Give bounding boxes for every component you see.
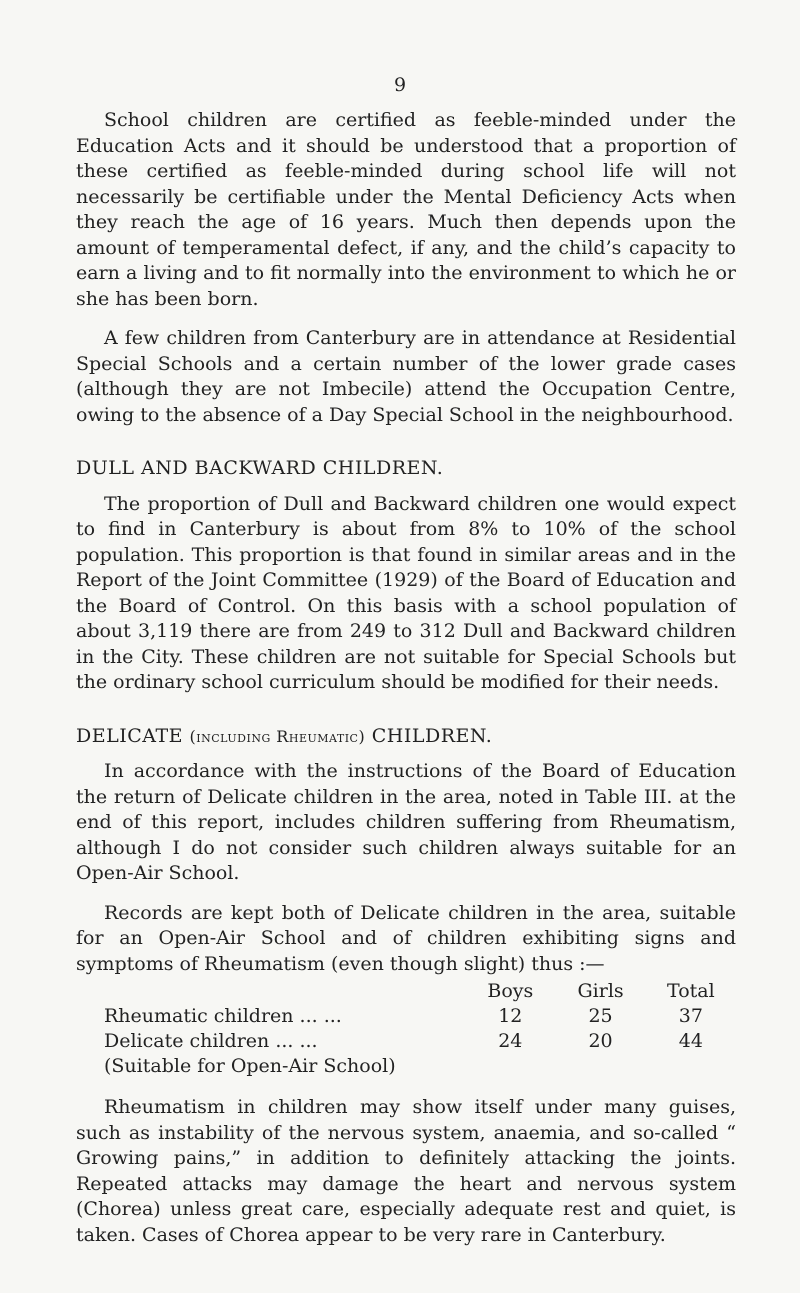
heading-delicate-main: DELICATE [76,724,183,747]
table-row [76,1004,736,1029]
header-boys: Boys [487,980,534,1002]
page-body [76,108,736,1248]
header-girls: Girls [577,980,624,1002]
paragraph-residential-schools: A few children from Canterbury are in attendance at Residential Special Schools and a certain number of the lower grade cases (although they are not Imbecile) attend the Occupation Centre, owing to the absence of a Day Special School in the neighbourhood. [76,327,736,426]
cell-girls: 25 [588,1005,613,1027]
paragraph-feeble-minded: School children are certified as feeble-minded under the Education Acts and it should be understood that a proportion of these certified as feeble-minded during school life will not necessarily be certifiable under the Mental Deficiency Acts when they reach the age of 16 years. Much then depends upon the amount of temperamental defect, if any, and the child’s capacity to earn a living and to fit normally into the environment to which he or she has been born. [76,109,736,310]
paragraph-rheumatism-guises: Rheumatism in children may show itself under many guises, such as instability of the nervous system, anaemia, and so-called “ Growing pains,” in addition to definitely attacking the joints. Repeated attacks may damage the heart and nervous system (Chorea) unless great care, especially adequate rest and quiet, is taken. Cases of Chorea appear to be very rare in Canterbury. [76,1096,736,1246]
table-header-row [76,979,736,1004]
cell-total: 44 [678,1030,703,1052]
paragraph-dull-backward: The proportion of Dull and Backward children one would expect to find in Canterbury is about from 8% to 10% of the school population. This proportion is that found in similar areas and in the Report of the Joint Committee (1929) of the Board of Education and the Board of Control. On this basis with a school population of about 3,119 there are from 249 to 312 Dull and Backward children in the City. These children are not suitable for Special Schools but the ordinary school curriculum should be modified for their needs. [76,492,736,693]
cell-girls: 20 [588,1030,613,1052]
heading-delicate-sub: (including Rheumatic) [189,726,366,746]
cell-total: 37 [678,1005,703,1027]
table-row [76,1029,736,1054]
paragraph-records: Records are kept both of Delicate children in the area, suitable for an Open-Air School and of children exhibiting signs and symptoms of Rheumatism (even though slight) thus :— [76,901,736,975]
paragraph-board-instructions: In accordance with the instructions of the Board of Education the return of Delicate children in the area, noted in Table III. at the end of this report, includes children suffering from Rheumatism, although I do not consider such children always suitable for an Open-Air School. [76,760,736,884]
table-note: (Suitable for Open-Air School) [104,1055,396,1077]
header-total: Total [667,980,715,1002]
heading-delicate [76,724,736,750]
cell-boys: 12 [498,1005,523,1027]
rheumatic-delicate-table [76,979,736,1079]
row-label: Delicate children ... ... [104,1030,318,1052]
page-number: 9 [393,74,407,96]
table-note-row [76,1054,736,1079]
heading-dull-backward: DULL AND BACKWARD CHILDREN. [76,457,444,479]
row-label: Rheumatic children ... ... [104,1005,342,1027]
cell-boys: 24 [498,1030,523,1052]
heading-delicate-end: CHILDREN. [371,724,493,747]
